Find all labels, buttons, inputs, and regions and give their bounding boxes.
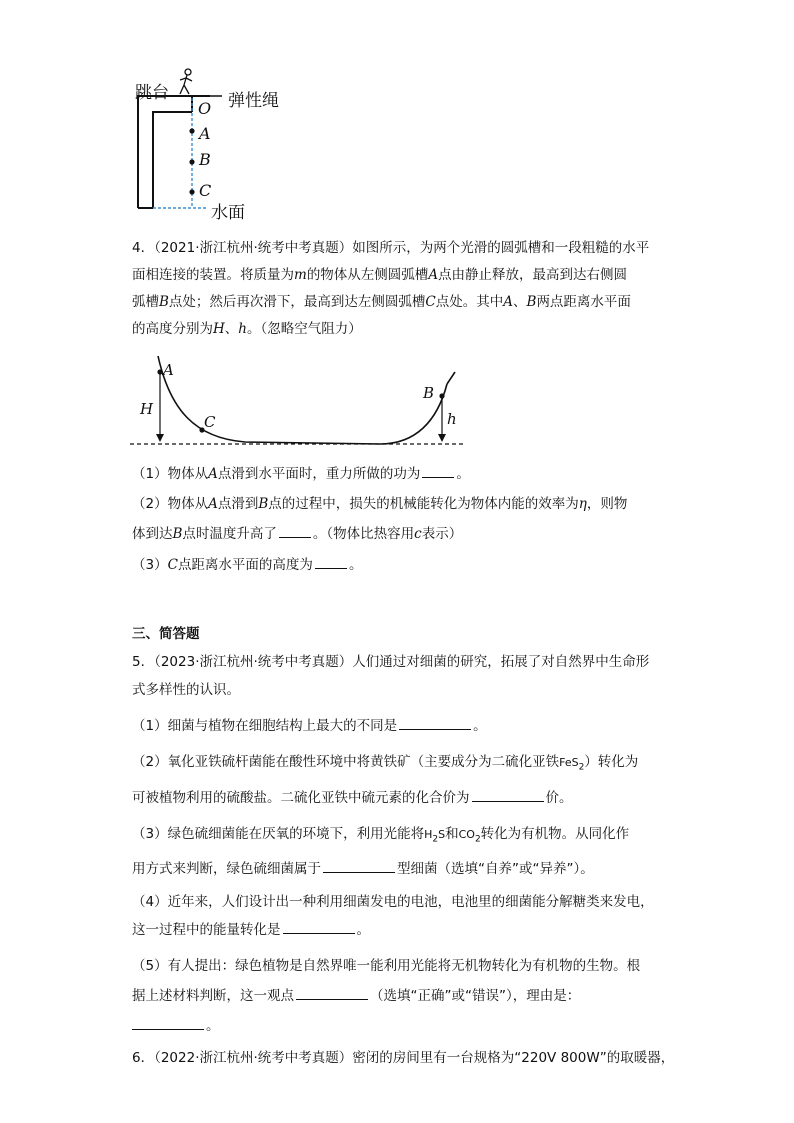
q4-text: （2）物体从	[132, 496, 209, 512]
q4-answer-blank-3[interactable]	[315, 554, 347, 569]
jumper-icon	[180, 69, 192, 94]
q4-text: 表示）	[421, 526, 463, 542]
q4-sub-2-line-1	[132, 492, 627, 512]
q5-formula-sub: 2	[578, 762, 585, 773]
q4-text: 点处。其中	[435, 294, 504, 310]
point-b-label: B	[199, 150, 211, 169]
q4-var: B	[258, 496, 269, 512]
q5-sub-2-line-1	[132, 750, 638, 773]
q5-text: 这一过程中的能量转化是	[132, 922, 281, 938]
arc-label-a: A	[163, 361, 174, 379]
q5-formula: H	[424, 828, 433, 841]
q5-text: 可被植物利用的硫酸盐。二硫化亚铁中硫元素的化合价为	[132, 790, 470, 806]
q4-var: C	[167, 557, 178, 573]
question-6	[132, 1046, 674, 1066]
q4-line-2	[132, 263, 627, 283]
q4-sub-2-line-2	[132, 522, 462, 542]
q5-answer-blank-3[interactable]	[323, 858, 395, 873]
q5-sub-5-line-2	[132, 984, 580, 1004]
q4-var: m	[294, 267, 307, 283]
q5-text: （选填“正确”或“错误”），理由是：	[370, 988, 581, 1004]
arc-label-c: C	[204, 413, 216, 431]
q5-formula: FeS	[559, 756, 579, 769]
arc-label-h-upper: H	[140, 400, 154, 418]
q4-number: 4．	[132, 240, 155, 256]
q6-source: （2022·浙江杭州·统考中考真题）	[154, 1050, 353, 1066]
q4-text: 。	[456, 466, 470, 482]
point-o-label: O	[198, 99, 212, 118]
q4-var: A	[208, 496, 218, 512]
q5-line-1	[132, 650, 649, 670]
q5-formula-sub: 2	[432, 834, 439, 845]
q4-line-1	[132, 236, 649, 256]
arc-label-b: B	[423, 384, 435, 402]
q5-text: 。	[473, 718, 487, 734]
q4-var: C	[425, 294, 436, 310]
q5-answer-blank-2[interactable]	[472, 787, 544, 802]
q4-var: h	[238, 321, 247, 337]
q5-sub-3-line-1	[132, 822, 629, 845]
q4-text: 弧槽	[132, 294, 159, 310]
q5-sub-1	[132, 714, 487, 734]
q4-text: （1）物体从	[132, 466, 209, 482]
q4-var: η	[578, 496, 587, 512]
q4-text: 体到达	[132, 526, 173, 542]
q4-text: 、	[224, 321, 239, 337]
rope-label: 弹性绳	[228, 91, 279, 111]
q5-text: 人们通过对细菌的研究，拓展了对自然界中生命形	[352, 654, 650, 670]
q5-answer-blank-4[interactable]	[283, 919, 355, 934]
q5-sub-4-line-2	[132, 918, 370, 938]
q4-text: 点时温度升高了	[182, 526, 277, 542]
q5-text: 和	[445, 826, 459, 842]
q4-text: （3）	[132, 557, 168, 573]
q5-sub-5-line-3	[132, 1014, 220, 1034]
q5-formula: S	[438, 828, 446, 841]
q4-text: 。（物体比热容用	[312, 526, 415, 542]
q5-sub-4-line-1: （4）近年来，人们设计出一种利用细菌发电的电池，电池里的细菌能分解糖类来发电，	[132, 894, 654, 910]
q4-text: 点滑到	[217, 496, 259, 512]
q4-text: 的高度分别为	[132, 321, 213, 337]
q5-sub-2-line-2	[132, 786, 573, 806]
point-a-label: A	[199, 124, 211, 143]
q6-number: 6．	[132, 1050, 155, 1066]
q4-sub-3	[132, 553, 362, 573]
q4-source: （2021·浙江杭州·统考中考真题）	[154, 240, 353, 256]
q4-answer-blank-2[interactable]	[279, 523, 311, 538]
q4-var: A	[503, 294, 514, 310]
q4-text: 点距离水平面的高度为	[177, 557, 313, 573]
section-title: 三、简答题	[132, 626, 200, 642]
arc-label-h-lower: h	[447, 410, 457, 428]
q4-text: 如图所示，为两个光滑的圆弧槽和一段粗糙的水平	[352, 240, 650, 256]
q4-line-4	[132, 317, 362, 337]
q4-text: 的物体从左侧圆弧槽	[306, 267, 429, 283]
q5-text: 用方式来判断，绿色硫细菌属于	[132, 861, 321, 877]
q4-var: c	[414, 526, 422, 542]
q5-text: ）转化为	[584, 754, 639, 770]
q5-text: 。	[356, 922, 370, 938]
q5-text: （1）细菌与植物在细胞结构上最大的不同是	[132, 718, 398, 734]
point-c-label: C	[199, 181, 212, 200]
q5-text: （3）绿色硫细菌能在厌氧的环境下，利用光能将	[132, 826, 425, 842]
q4-var: B	[526, 294, 537, 310]
q5-text: 转化为有机物。从同化作	[480, 826, 630, 842]
q5-source: （2023·浙江杭州·统考中考真题）	[154, 654, 353, 670]
q4-text: 。（忽略空气阻力）	[246, 321, 362, 337]
q4-var: A	[428, 267, 439, 283]
q5-answer-blank-6[interactable]	[132, 1015, 204, 1030]
q4-text: 点的过程中，损失的机械能转化为物体内能的效率为	[268, 496, 579, 512]
q6-text: 密闭的房间里有一台规格为“220V 800W”的取暖器，	[352, 1050, 675, 1066]
q4-answer-blank-1[interactable]	[422, 463, 454, 478]
q5-answer-blank-5[interactable]	[296, 985, 368, 1000]
q5-formula: CO	[458, 828, 475, 841]
q4-line-3	[132, 290, 631, 310]
q5-text: 型细菌（选填“自养”或“异养”）。	[397, 861, 594, 877]
q5-formula-sub: 2	[474, 834, 481, 845]
q5-line-2: 式多样性的认识。	[132, 682, 240, 698]
q4-text: ，则物	[586, 496, 628, 512]
q5-text: （2）氧化亚铁硫杆菌能在酸性环境中将黄铁矿（主要成分为二硫化亚铁	[132, 754, 560, 770]
q5-text: 。	[206, 1018, 220, 1034]
q5-sub-3-line-2	[132, 857, 594, 877]
q5-text: 价。	[545, 790, 573, 806]
q4-text: 两点距离水平面	[536, 294, 631, 310]
q4-text: 面相连接的装置。将质量为	[132, 267, 294, 283]
q5-number: 5．	[132, 654, 155, 670]
q4-var: A	[208, 466, 218, 482]
q4-text: 点由静止释放，最高到达右侧圆	[438, 267, 628, 283]
platform-label: 跳台	[135, 83, 169, 103]
q4-text: 点滑到水平面时，重力所做的功为	[217, 466, 421, 482]
q4-var: B	[159, 294, 169, 310]
q4-var: B	[172, 526, 183, 542]
q4-var: H	[213, 321, 225, 337]
q5-answer-blank-1[interactable]	[399, 715, 471, 730]
q4-sub-1	[132, 462, 470, 482]
q5-text: 据上述材料判断，这一观点	[132, 988, 294, 1004]
q4-text: 。	[348, 557, 363, 573]
water-label: 水面	[211, 203, 245, 223]
q4-text: 、	[513, 294, 527, 310]
q4-text: 点处；然后再次滑下，最高到达左侧圆弧槽	[168, 294, 426, 310]
q5-sub-5-line-1: （5）有人提出：绿色植物是自然界唯一能利用光能将无机物转化为有机物的生物。根	[132, 958, 641, 974]
